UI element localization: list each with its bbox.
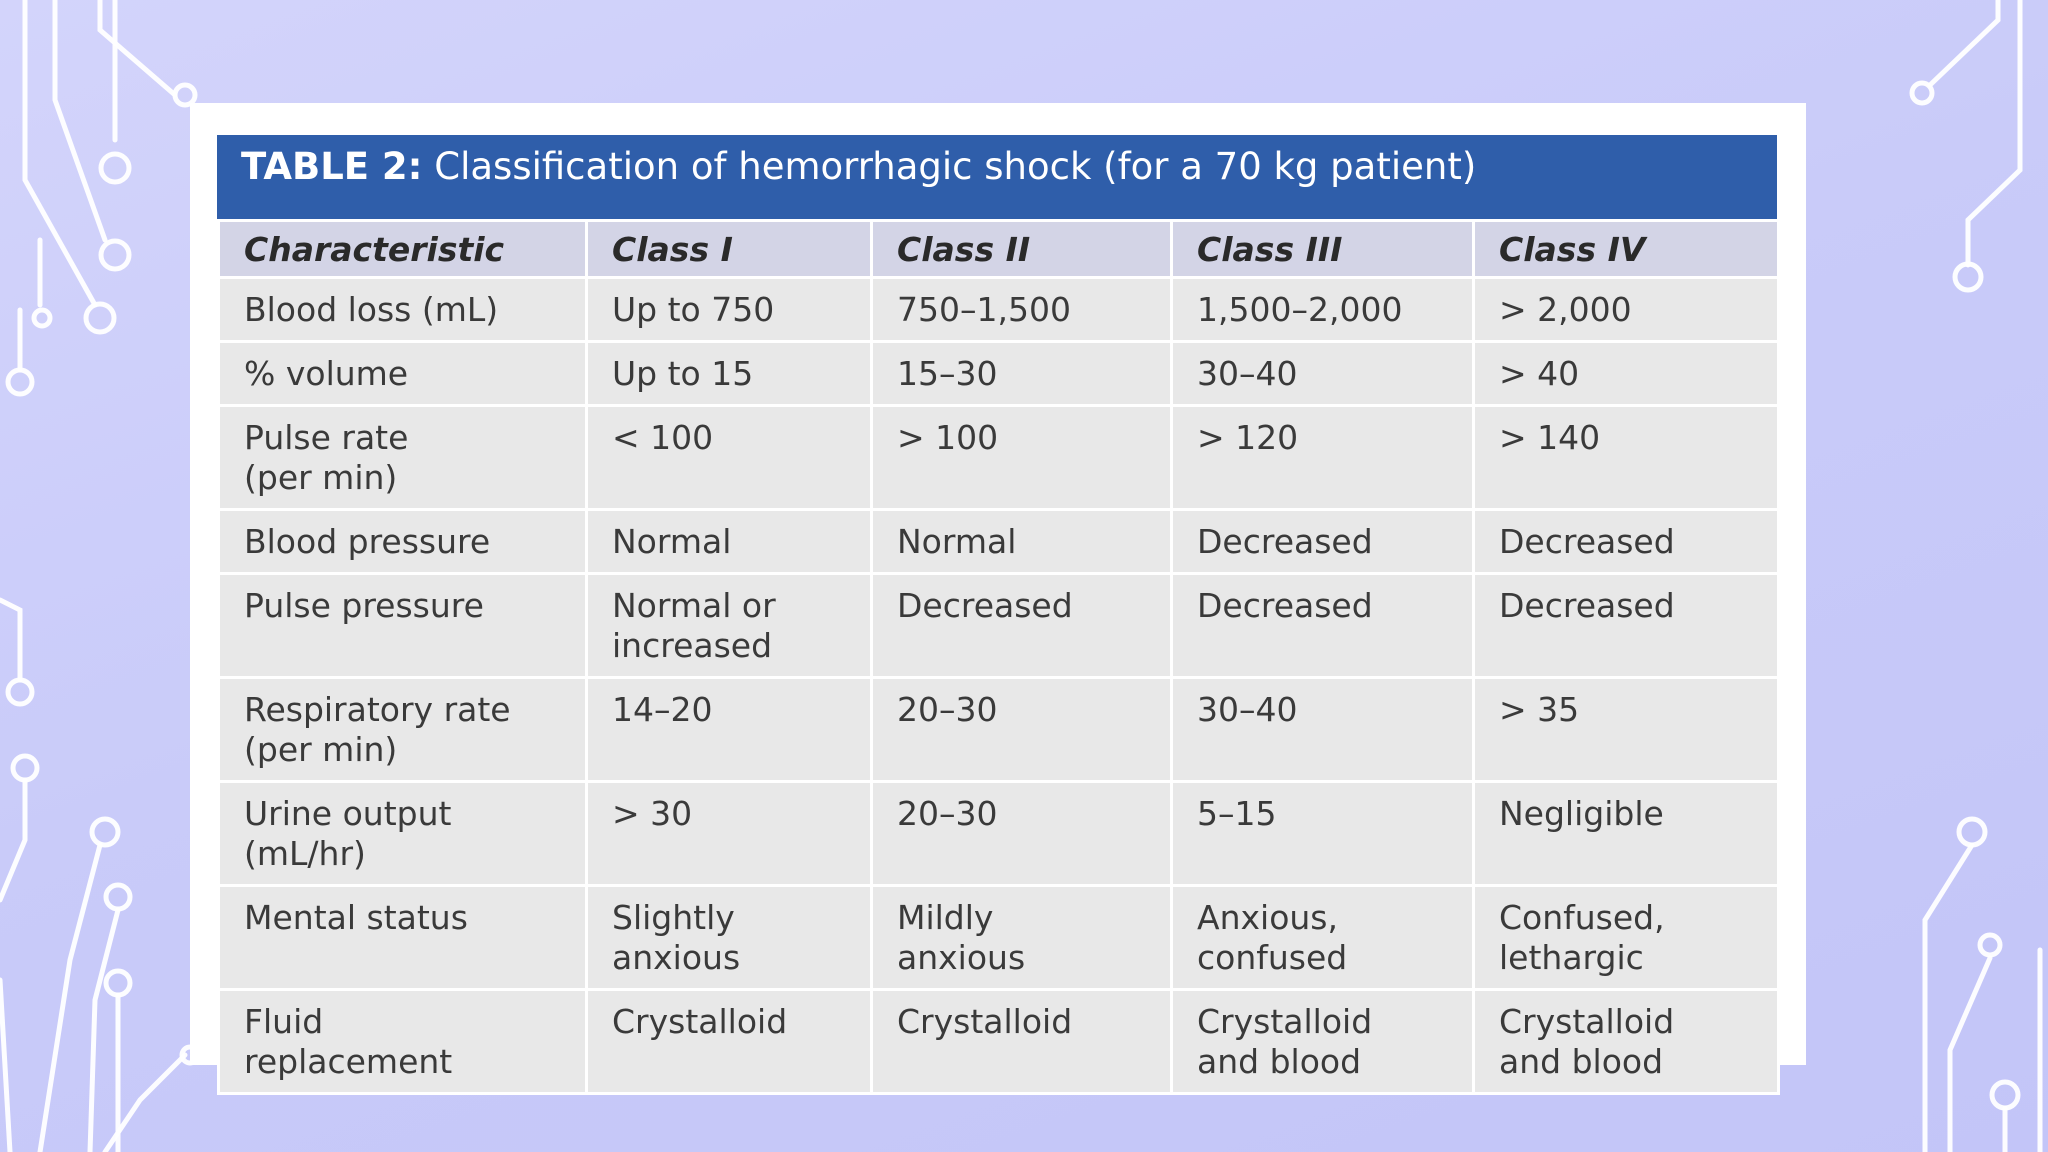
row-label: Pulse pressure (219, 574, 587, 678)
header-cell: Class III (1172, 221, 1474, 278)
row-label: Urine output (mL/hr) (219, 782, 587, 886)
table-cell: Decreased (1474, 510, 1779, 574)
table-cell: < 100 (587, 406, 872, 510)
table-cell: > 100 (872, 406, 1172, 510)
table-cell: Crystalloid and blood (1474, 990, 1779, 1094)
row-label: Pulse rate (per min) (219, 406, 587, 510)
table-cell: Crystalloid (872, 990, 1172, 1094)
table-cell: > 30 (587, 782, 872, 886)
table-cell: Anxious, confused (1172, 886, 1474, 990)
table-cell: > 120 (1172, 406, 1474, 510)
table-cell: Negligible (1474, 782, 1779, 886)
header-cell: Characteristic (219, 221, 587, 278)
table-row (219, 886, 1779, 990)
row-label: Fluid replacement (219, 990, 587, 1094)
table-cell: Crystalloid (587, 990, 872, 1094)
table-cell: Slightly anxious (587, 886, 872, 990)
row-label: Blood loss (mL) (219, 278, 587, 342)
row-label: % volume (219, 342, 587, 406)
table-row (219, 278, 1779, 342)
table-cell: Decreased (1172, 510, 1474, 574)
table-title-prefix: TABLE 2: (241, 145, 423, 188)
table-cell: 750–1,500 (872, 278, 1172, 342)
table-cell: 15–30 (872, 342, 1172, 406)
table-cell: Decreased (1172, 574, 1474, 678)
table-cell: Normal (872, 510, 1172, 574)
table-cell: 20–30 (872, 678, 1172, 782)
table-cell: Decreased (1474, 574, 1779, 678)
table-cell: > 2,000 (1474, 278, 1779, 342)
table-row (219, 510, 1779, 574)
table-row (219, 406, 1779, 510)
table-title-text: Classification of hemorrhagic shock (for a 70 kg patient) (434, 145, 1477, 188)
header-cell: Class II (872, 221, 1172, 278)
table-cell: 20–30 (872, 782, 1172, 886)
table-cell: Normal or increased (587, 574, 872, 678)
row-label: Blood pressure (219, 510, 587, 574)
table-cell: Confused, lethargic (1474, 886, 1779, 990)
row-label: Respiratory rate (per min) (219, 678, 587, 782)
table-cell: > 35 (1474, 678, 1779, 782)
table-cell: Normal (587, 510, 872, 574)
table-cell: Decreased (872, 574, 1172, 678)
table-cell: Mildly anxious (872, 886, 1172, 990)
table-row (219, 990, 1779, 1094)
table-cell: 14–20 (587, 678, 872, 782)
header-cell: Class IV (1474, 221, 1779, 278)
table-cell: > 140 (1474, 406, 1779, 510)
table-row (219, 782, 1779, 886)
classification-table-block (217, 135, 1777, 1095)
row-label: Mental status (219, 886, 587, 990)
table-cell: Up to 15 (587, 342, 872, 406)
classification-table (217, 219, 1780, 1095)
table-cell: Crystalloid and blood (1172, 990, 1474, 1094)
table-title (217, 135, 1777, 219)
table-card (190, 103, 1806, 1081)
table-cell: Up to 750 (587, 278, 872, 342)
table-cell: 30–40 (1172, 678, 1474, 782)
table-row (219, 678, 1779, 782)
table-row (219, 574, 1779, 678)
table-cell: 30–40 (1172, 342, 1474, 406)
header-row (219, 221, 1779, 278)
table-cell: 5–15 (1172, 782, 1474, 886)
table-cell: 1,500–2,000 (1172, 278, 1474, 342)
header-cell: Class I (587, 221, 872, 278)
table-cell: > 40 (1474, 342, 1779, 406)
table-row (219, 342, 1779, 406)
